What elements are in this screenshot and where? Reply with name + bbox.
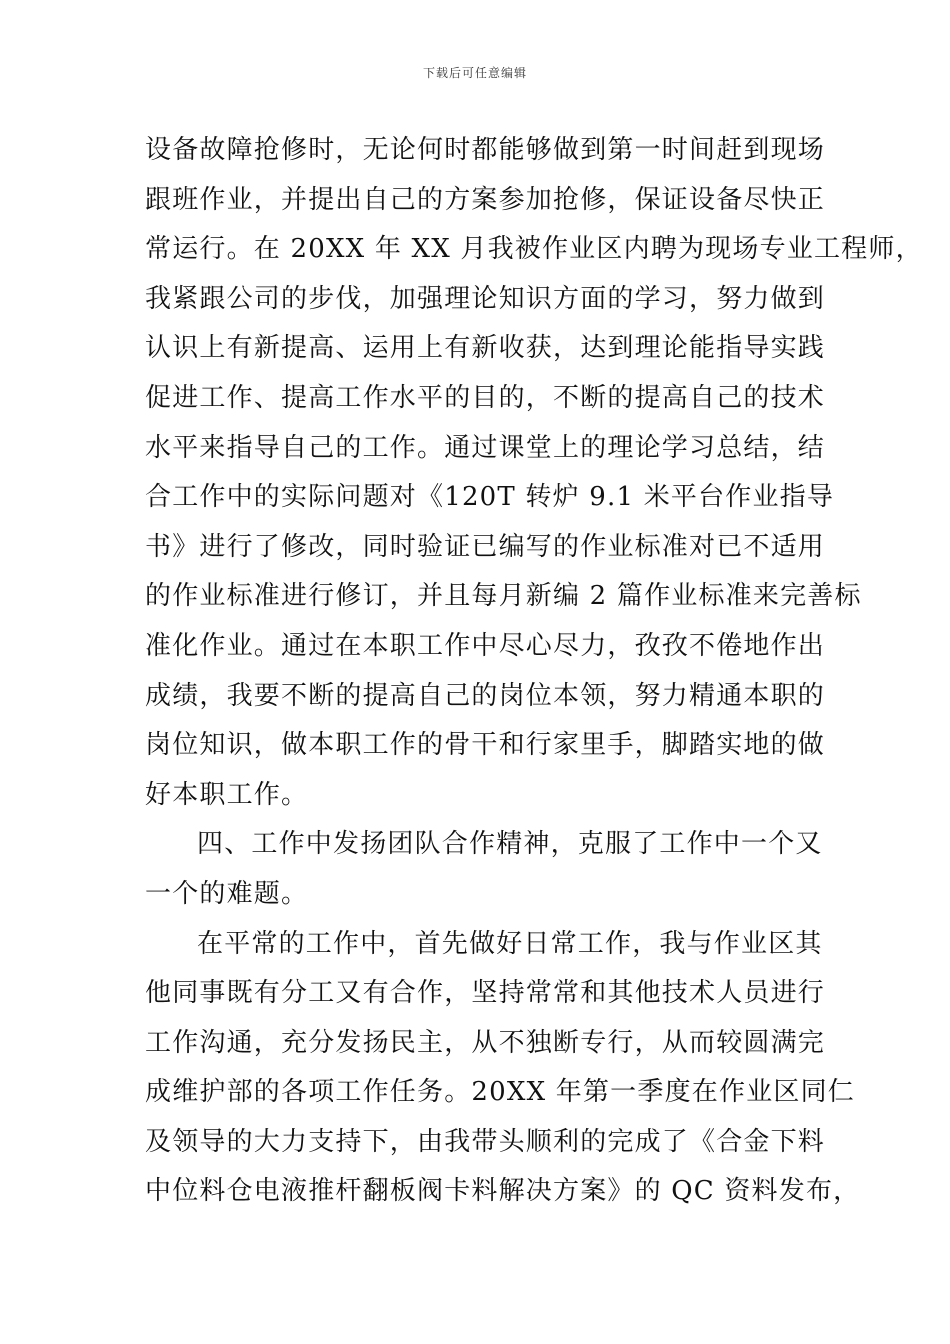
- section-heading-line: 四、工作中发扬团队合作精神，克服了工作中一个又: [197, 829, 823, 860]
- text-line: 成绩，我要不断的提高自己的岗位本领，努力精通本职的: [145, 680, 826, 711]
- text-line: 水平来指导自己的工作。通过课堂上的理论学习总结，结: [145, 432, 826, 463]
- text-line: 书》进行了修改，同时验证已编写的作业标准对已不适用: [145, 531, 826, 562]
- text-line: 设备故障抢修时，无论何时都能够做到第一时间赶到现场: [145, 135, 826, 165]
- text-line: 常运行。在 20XX 年 XX 月我被作业区内聘为现场专业工程师，: [145, 234, 923, 265]
- page-header: 下载后可任意编辑: [422, 66, 527, 80]
- text-line: 好本职工作。: [145, 779, 309, 810]
- text-line: 工作沟通，充分发扬民主，从不独断专行，从而较圆满完: [145, 1027, 826, 1058]
- text-line: 的作业标准进行修订，并且每月新编 2 篇作业标准来完善标: [145, 581, 862, 612]
- text-line: 跟班作业，并提出自己的方案参加抢修，保证设备尽快正: [145, 184, 826, 215]
- text-line: 认识上有新提高、运用上有新收获，达到理论能指导实践: [145, 333, 826, 364]
- document-body: [145, 126, 923, 1217]
- text-line: 我紧跟公司的步伐，加强理论知识方面的学习，努力做到: [145, 283, 826, 314]
- text-line: 他同事既有分工又有合作，坚持常常和其他技术人员进行: [145, 978, 826, 1009]
- text-line: 中位料仓电液推杆翻板阀卡料解决方案》的 QC 资料发布，: [145, 1176, 861, 1207]
- text-line: 岗位知识，做本职工作的骨干和行家里手，脚踏实地的做: [145, 730, 826, 761]
- paragraph-first-line: 在平常的工作中，首先做好日常工作，我与作业区其: [197, 928, 823, 959]
- section-heading-line: 一个的难题。: [145, 878, 309, 909]
- text-line: 成维护部的各项工作任务。20XX 年第一季度在作业区同仁: [145, 1077, 855, 1108]
- text-line: 及领导的大力支持下，由我带头顺利的完成了《合金下料: [145, 1126, 826, 1157]
- text-line: 合工作中的实际问题对《120T 转炉 9.1 米平台作业指导: [145, 482, 835, 513]
- text-line: 促进工作、提高工作水平的目的，不断的提高自己的技术: [145, 382, 826, 413]
- text-line: 准化作业。通过在本职工作中尽心尽力，孜孜不倦地作出: [145, 630, 826, 661]
